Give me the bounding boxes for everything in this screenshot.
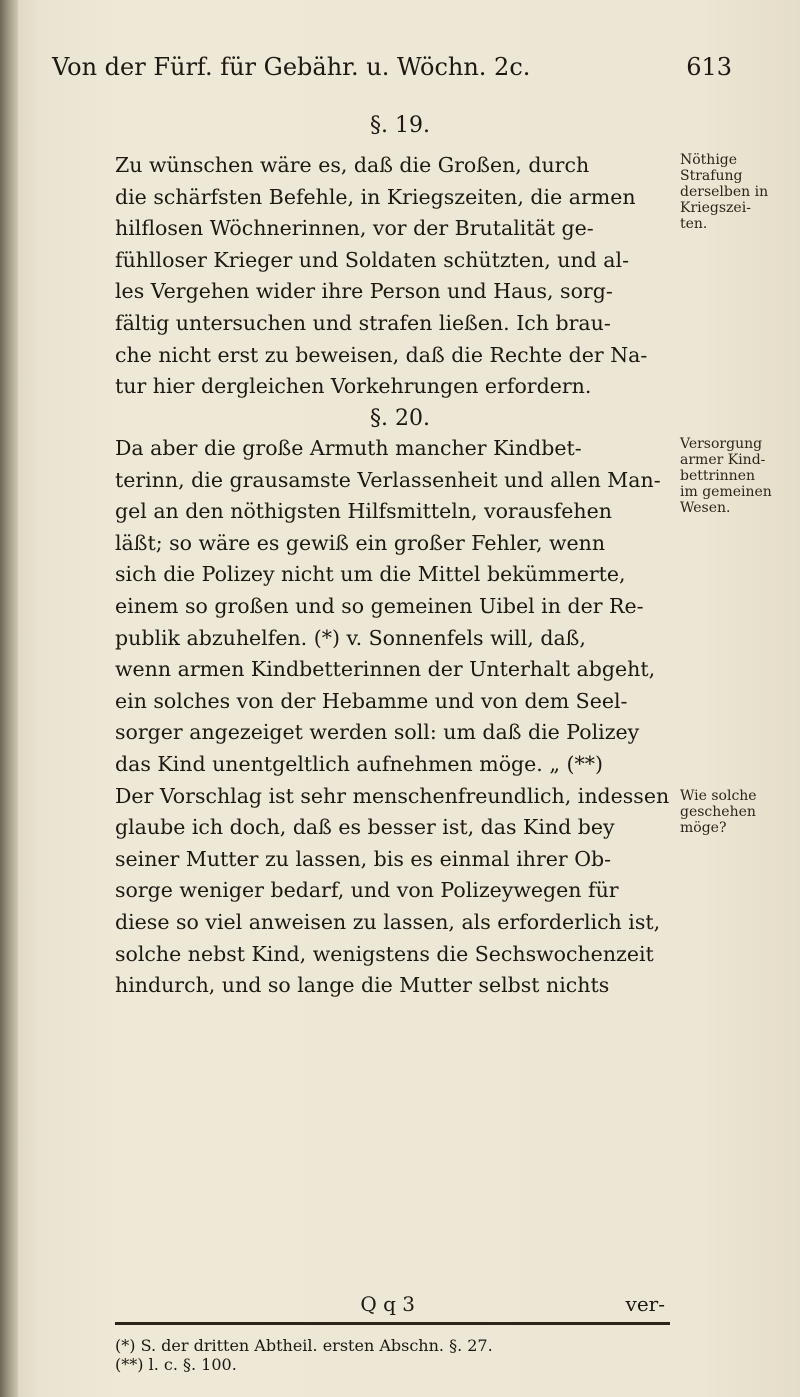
- book-binding-edge: [0, 0, 18, 1397]
- text-line: wenn armen Kindbetterinnen der Unterhalt abgeht,: [115, 657, 656, 682]
- text-line: publik abzuhelfen. (*) v. Sonnenfels will, daß,: [115, 625, 586, 650]
- margin-note-line: Wie solche: [680, 788, 757, 804]
- text-line: tur hier dergleichen Vorkehrungen erfordern.: [115, 374, 592, 399]
- margin-note-line: Strafung: [680, 168, 743, 184]
- text-line: läßt; so wäre es gewiß ein großer Fehler, wenn: [115, 530, 606, 555]
- text-line: terinn, die grausamste Verlassenheit und allen Man-: [115, 467, 661, 492]
- text-line: gel an den nöthigsten Hilfsmitteln, vorausfehen: [115, 499, 612, 524]
- text-line: les Vergehen wider ihre Person und Haus, sorg-: [115, 279, 613, 304]
- text-line: che nicht erst zu beweisen, daß die Rechte der Na-: [115, 342, 648, 367]
- text-line: Zu wünschen wäre es, daß die Großen, durch: [115, 153, 590, 177]
- margin-note-line: bettrinnen: [680, 468, 756, 484]
- signature-mark: Q q 3: [360, 1292, 415, 1316]
- text-line: fühlloser Krieger und Soldaten schützten, und al-: [115, 247, 630, 272]
- section-19-body: [115, 150, 670, 403]
- text-line: hilflosen Wöchnerinnen, vor der Brutalität ge-: [115, 216, 594, 241]
- margin-note-line: geschehen: [680, 804, 756, 820]
- margin-note-1: [680, 152, 790, 232]
- page-footer-line: [115, 1290, 670, 1318]
- text-line: diese so viel anweisen zu lassen, als erforderlich ist,: [115, 909, 661, 934]
- text-line: ein solches von der Hebamme und von dem Seel-: [115, 688, 628, 713]
- text-line: seiner Mutter zu lassen, bis es einmal ihrer Ob-: [115, 846, 612, 871]
- text-line: die schärfsten Befehle, in Kriegszeiten, die armen: [115, 184, 636, 209]
- text-line: sich die Polizey nicht um die Mittel bekümmerte,: [115, 562, 626, 587]
- catchword: ver-: [625, 1292, 665, 1316]
- footnotes: [115, 1336, 670, 1374]
- section-20-body: [115, 433, 670, 1002]
- section-heading-19: §. 19.: [370, 113, 430, 138]
- margin-note-2: [680, 436, 790, 516]
- footnote: (*) S. der dritten Abtheil. ersten Abschn. §. 27.: [115, 1336, 493, 1355]
- footnote-divider: [115, 1322, 670, 1325]
- margin-note-line: Kriegszei-: [680, 200, 751, 216]
- section-heading-20: §. 20.: [370, 406, 430, 431]
- text-line: hindurch, und so lange die Mutter selbst nichts: [115, 973, 610, 998]
- margin-note-line: Versorgung: [680, 436, 763, 452]
- text-line: sorger angezeiget werden soll: um daß die Polizey: [115, 720, 640, 745]
- text-line: fältig untersuchen und strafen ließen. Ich brau-: [115, 310, 611, 335]
- running-title: Von der Fürf. für Gebähr. u. Wöchn. 2c.: [52, 53, 531, 81]
- margin-note-line: derselben in: [680, 184, 769, 200]
- margin-note-line: im gemeinen: [680, 484, 772, 500]
- margin-note-line: möge?: [680, 820, 727, 836]
- text-line: solche nebst Kind, wenigstens die Sechswochenzeit: [115, 941, 654, 966]
- margin-note-line: armer Kind-: [680, 452, 766, 468]
- text-line: sorge weniger bedarf, und von Polizeywegen für: [115, 878, 619, 903]
- footnote: (**) l. c. §. 100.: [115, 1355, 237, 1374]
- running-header: [52, 52, 742, 82]
- margin-note-line: Nöthige: [680, 152, 738, 168]
- text-line: glaube ich doch, daß es besser ist, das Kind bey: [115, 815, 615, 840]
- margin-note-line: ten.: [680, 216, 708, 232]
- margin-note-line: Wesen.: [680, 500, 731, 516]
- text-line: das Kind unentgeltlich aufnehmen möge. „ (**): [115, 751, 603, 776]
- text-line: Der Vorschlag ist sehr menschenfreundlich, indessen: [115, 783, 670, 808]
- margin-note-3: [680, 788, 790, 836]
- page-number: 613: [686, 53, 732, 81]
- text-line: einem so großen und so gemeinen Uibel in der Re-: [115, 593, 644, 618]
- text-line: Da aber die große Armuth mancher Kindbet-: [115, 436, 582, 460]
